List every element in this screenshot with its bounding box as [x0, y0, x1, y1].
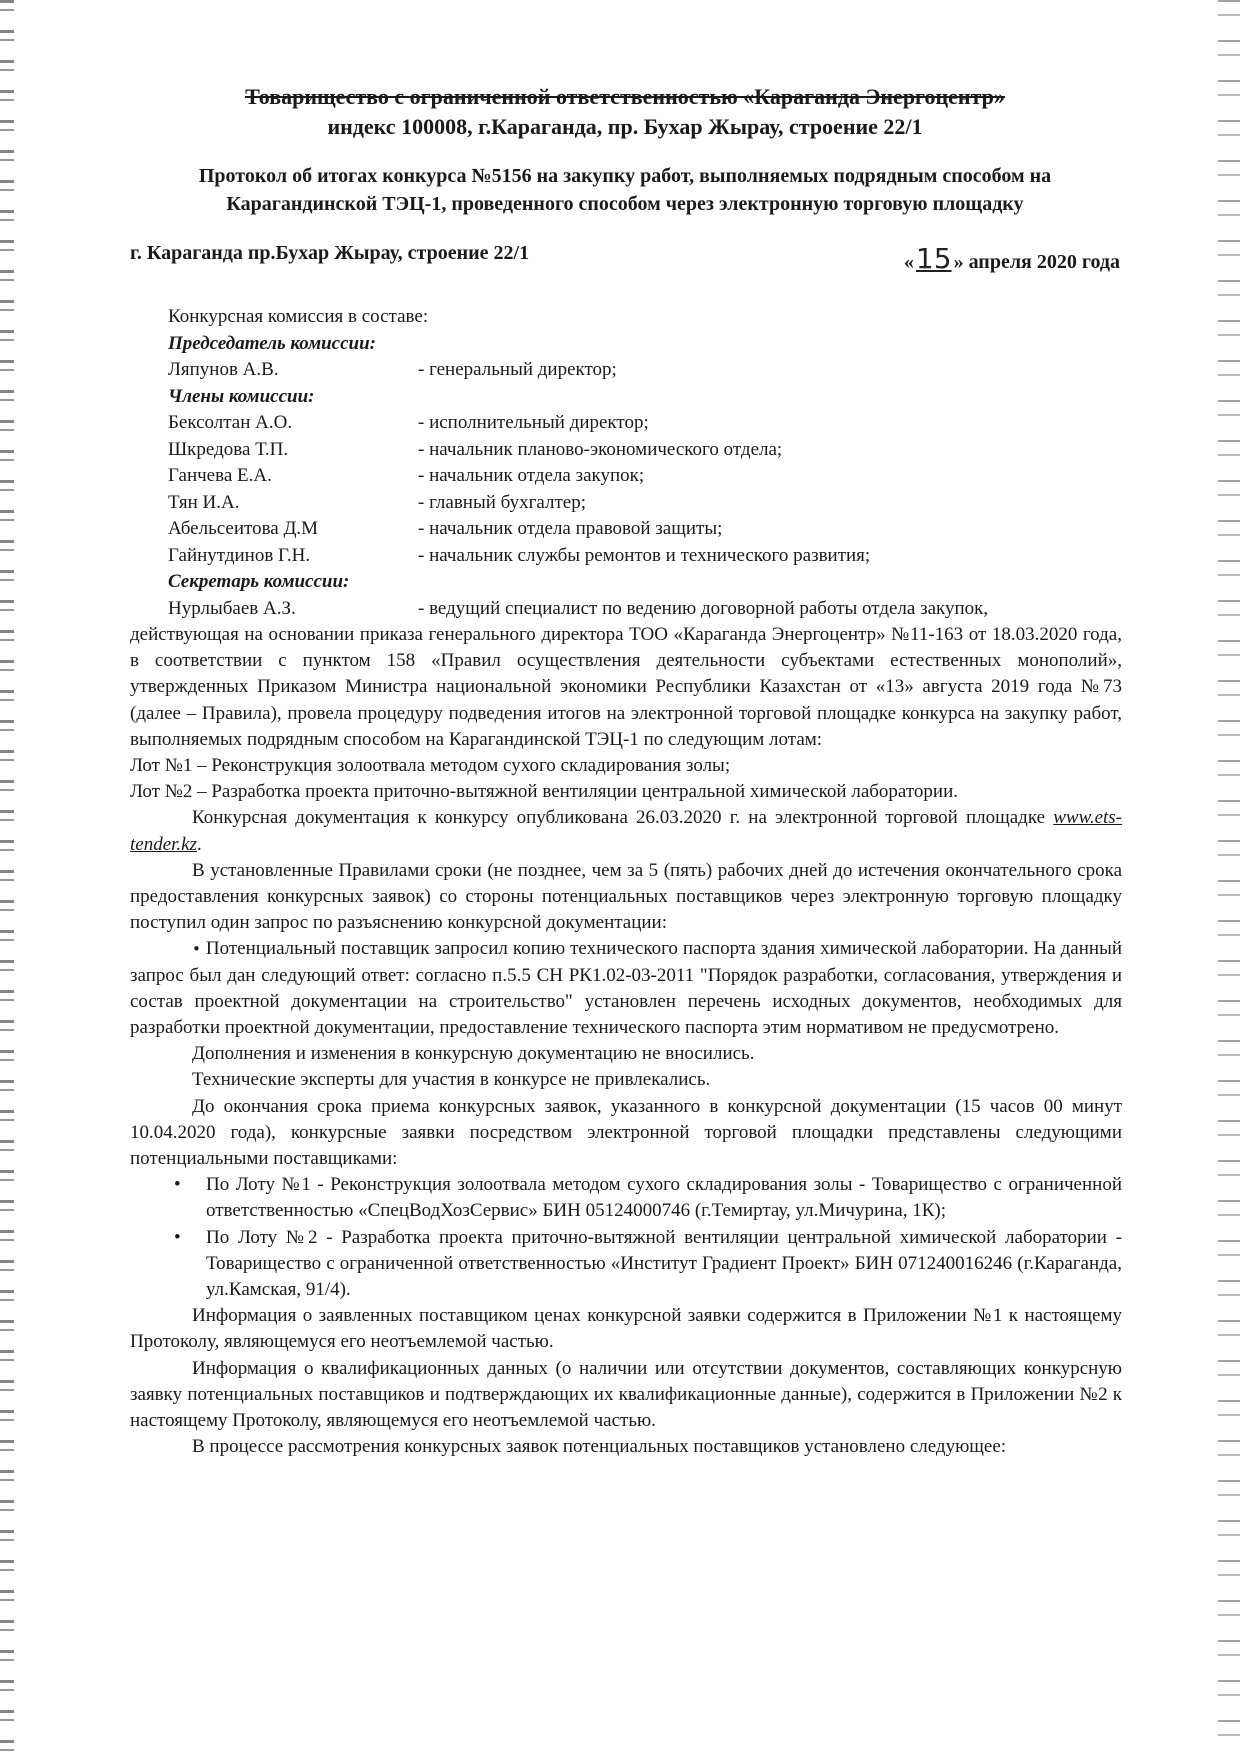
- commission-member-row: [168, 410, 1118, 437]
- commission-member-row: [168, 437, 1118, 464]
- member-position: - главный бухгалтер;: [418, 491, 586, 513]
- paragraph-published: [130, 805, 1122, 857]
- member-name: Тян И.А.: [168, 491, 240, 513]
- date-month-year: апреля 2020 года: [968, 251, 1120, 273]
- commission-member-row: [168, 463, 1118, 490]
- bidder-list-item: [130, 1225, 1122, 1304]
- org-address: индекс 100008, г.Караганда, пр. Бухар Жырау, строение 22/1: [327, 114, 923, 139]
- published-text: Конкурсная документация к конкурсу опубликована 26.03.2020 г. на электронной торговой площадке: [192, 807, 1046, 829]
- date-open-quote: «: [903, 251, 914, 273]
- lot-2: Лот №2 – Разработка проекта приточно-вытяжной вентиляции центральной химической лаборатории.: [130, 781, 958, 803]
- commission-member-row: [168, 490, 1118, 517]
- paragraph-annex2: Информация о квалификационных данных (о наличии или отсутствии документов, составляющих конкурсную заявку потенциальных поставщиков и подтверждающих их квалификационные данные), содержится в Приложении №2 к настоящему Протоколу, являющемуся его неотъемлемой частью.: [130, 1357, 1122, 1432]
- member-name: Бексолтан А.О.: [168, 412, 293, 433]
- place: г. Караганда пр.Бухар Жырау, строение 22/1: [130, 242, 530, 264]
- member-name: Абельсеитова Д.М: [168, 518, 319, 539]
- member-name: Гайнутдинов Г.Н.: [168, 544, 311, 566]
- paragraph-experts: Технические эксперты для участия в конкурсе не привлекались.: [192, 1069, 711, 1091]
- member-position: - исполнительный директор;: [418, 412, 649, 433]
- date-close-quote: »: [953, 251, 964, 273]
- member-name: Ляпунов А.В.: [168, 359, 279, 380]
- member-position: - начальник отдела закупок;: [418, 465, 645, 486]
- member-position: - начальник отдела правовой защиты;: [418, 518, 723, 539]
- scan-edge-right: [1218, 0, 1240, 1754]
- protocol-body: [130, 622, 1122, 1461]
- commission-intro: Конкурсная комиссия в составе:: [168, 306, 429, 327]
- paragraph-review: В процессе рассмотрения конкурсных заявок потенциальных поставщиков установлено следующее:: [192, 1436, 1007, 1458]
- commission-member-row: [168, 543, 1118, 570]
- member-position: - начальник службы ремонтов и технического развития;: [418, 544, 871, 566]
- date-day-handwritten: 15: [915, 242, 952, 275]
- org-name: Товарищество с ограниченной ответственностью «Караганда Энергоцентр»: [245, 84, 1005, 109]
- member-name: Нурлыбаев А.З.: [168, 597, 296, 619]
- protocol-title-line1: Протокол об итогах конкурса №5156 на закупку работ, выполняемых подрядным способом на: [198, 165, 1052, 187]
- member-position: - начальник планово-экономического отдела;: [418, 438, 783, 460]
- paragraph-request: [130, 936, 1122, 1041]
- bidder-text: По Лоту №2 - Разработка проекта приточно-вытяжной вентиляции центральной химической лаборатории - Товарищество с ограниченной ответственностью «Институт Градиент Проект» БИН 071240016246 (г.Караганда, ул.Камская, 91/4).: [206, 1226, 1122, 1301]
- chair-heading: Председатель комиссии:: [168, 332, 376, 354]
- bidder-list-item: [130, 1172, 1122, 1224]
- protocol-title-line2: Карагандинской ТЭЦ-1, проведенного способом через электронную торговую площадку: [226, 193, 1024, 215]
- members-heading: Члены комиссии:: [168, 385, 315, 407]
- bullet-glyph: •: [174, 1226, 181, 1248]
- commission-list: [168, 304, 1118, 622]
- paragraph-annex1: Информация о заявленных поставщиком ценах конкурсной заявки содержится в Приложении №1 к настоящему Протоколу, являющемуся его неотъемлемой частью.: [130, 1305, 1122, 1353]
- date: [904, 242, 1120, 275]
- published-end: .: [197, 833, 202, 855]
- paragraph-no-changes: Дополнения и изменения в конкурсную документацию не вносились.: [192, 1043, 755, 1065]
- protocol-title: [130, 162, 1120, 218]
- secretary-heading: Секретарь комиссии:: [168, 571, 350, 592]
- bullet-glyph: •: [192, 940, 201, 959]
- request-text: Потенциальный поставщик запросил копию технического паспорта здания химической лаборатории. На данный запрос был дан следующий ответ: согласно п.5.5 СН РК1.02-03-2011 "Порядок разработки, согласования, утверждения и состав проектной документации на строительство" установлен перечень исходных документов, необходимых для разработки проектной документации, предоставление технического паспорта этим нормативом не предусмотрено.: [130, 938, 1123, 1039]
- tender-site-link[interactable]: www.ets-tender.kz: [130, 807, 1123, 855]
- document-header: [130, 82, 1120, 142]
- member-name: Шкредова Т.П.: [168, 438, 289, 460]
- commission-member-row: [168, 357, 1118, 384]
- commission-member-row: [168, 516, 1118, 543]
- member-position: - генеральный директор;: [418, 359, 617, 380]
- member-name: Ганчева Е.А.: [168, 465, 272, 486]
- lot-1: Лот №1 – Реконструкция золоотвала методом сухого складирования золы;: [130, 755, 731, 777]
- paragraph-deadline: До окончания срока приема конкурсных заявок, указанного в конкурсной документации (15 часов 00 минут 10.04.2020 года), конкурсные заявки посредством электронной торговой площадки представлены следующими потенциальными поставщиками:: [130, 1095, 1122, 1170]
- bidder-text: По Лоту №1 - Реконструкция золоотвала методом сухого складирования золы - Товарищество с ограниченной ответственностью «СпецВодХозСервис» БИН 05124000746 (г.Темиртау, ул.Мичурина, 1К);: [206, 1174, 1122, 1222]
- paragraph-terms: В установленные Правилами сроки (не позднее, чем за 5 (пять) рабочих дней до истечения окончательного срока предоставления конкурсных заявок) со стороны потенциальных поставщиков через электронную торговую площадку поступил один запрос по разъяснению конкурсной документации:: [130, 859, 1122, 934]
- paragraph-basis: действующая на основании приказа генерального директора ТОО «Караганда Энергоцентр» №11-163 от 18.03.2020 года, в соответствии с пунктом 158 «Правил осуществления деятельности субъектами естественных монополий», утвержденных Приказом Министра национальной экономики Республики Казахстан от «13» августа 2019 года №73 (далее – Правила), провела процедуру подведения итогов на электронной торговой площадке конкурса на закупку работ, выполняемых подрядным способом на Карагандинской ТЭЦ-1 по следующим лотам:: [130, 624, 1122, 750]
- commission-member-row: [168, 596, 1118, 623]
- scan-edge-left: [0, 0, 14, 1754]
- member-position: - ведущий специалист по ведению договорной работы отдела закупок,: [418, 597, 989, 619]
- bullet-glyph: •: [174, 1174, 181, 1196]
